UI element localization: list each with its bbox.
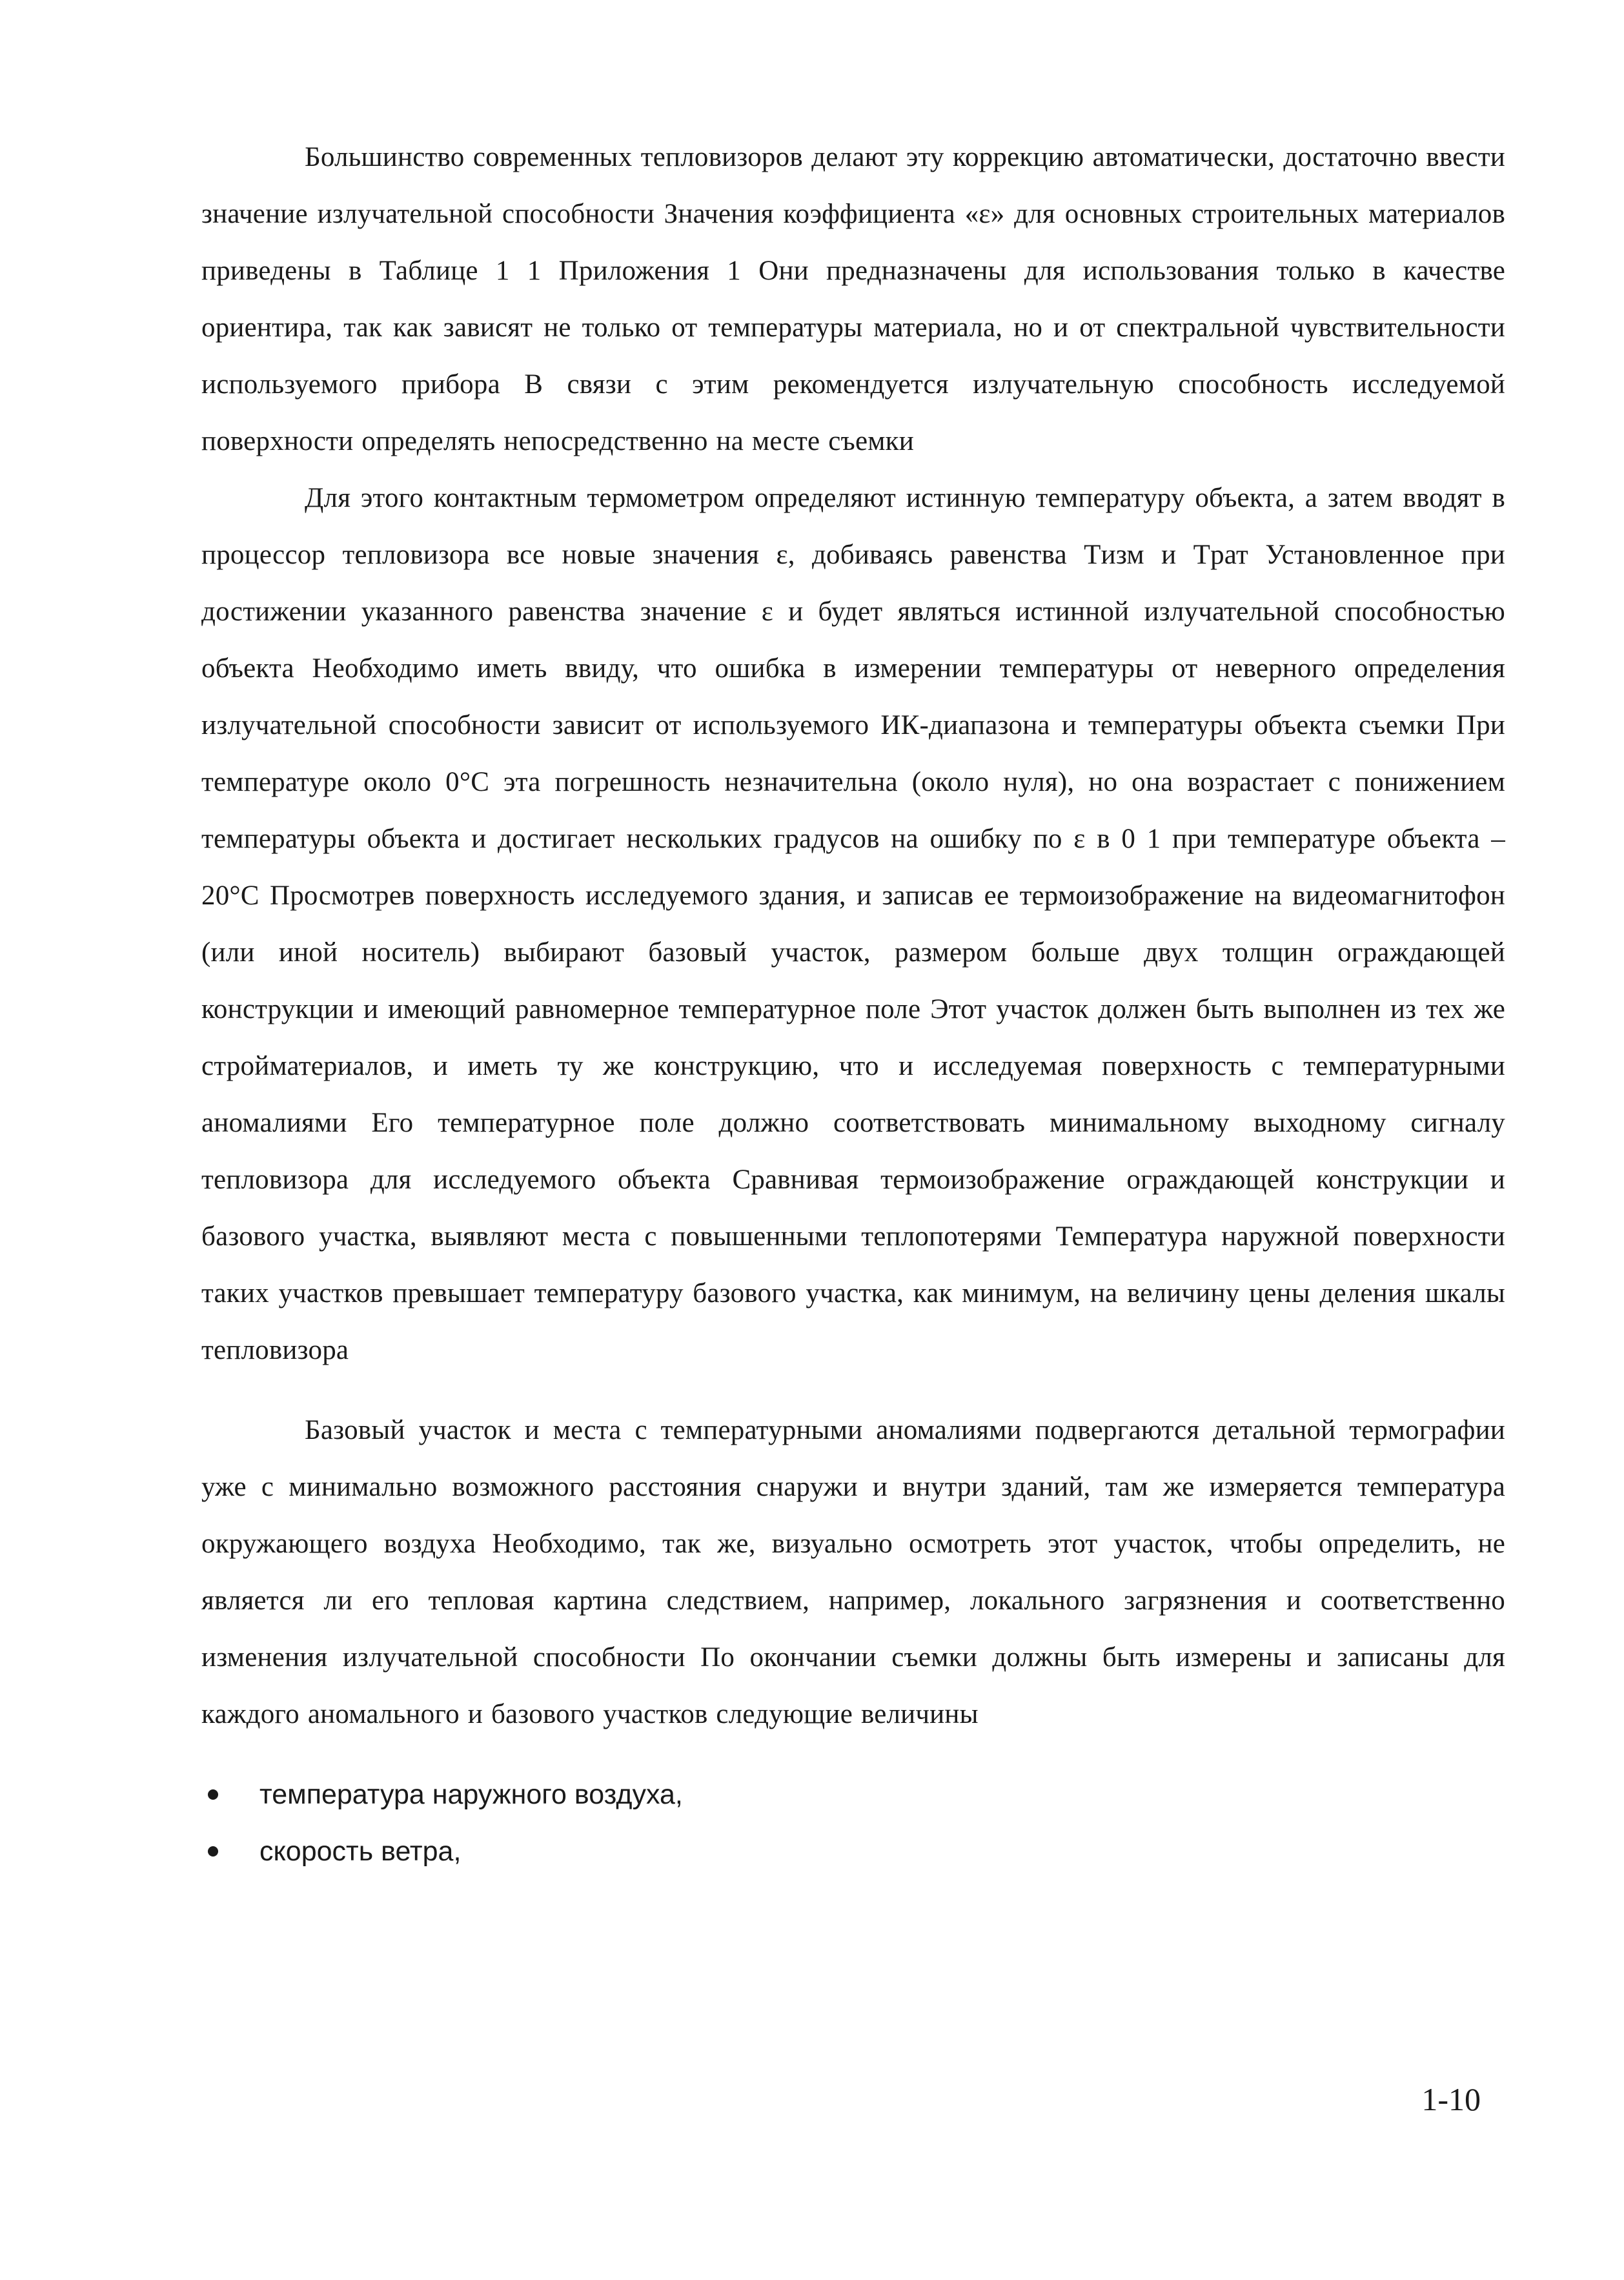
paragraph-detailed-thermography: Базовый участок и места с температурными аномалиями подвергаются детальной термографии уже с минимально возможного расстояния снаружи и внутри зданий, там же измеряется температура окружающего воздуха Необходимо, так же, визуально осмотреть этот участок, чтобы определить, не является ли его тепловая картина следствием, например, локального загрязнения и соответственно изменения излучательной способности По окончании съемки должны быть измерены и записаны для каждого аномального и базового участков следующие величины <box>201 1415 1505 1729</box>
list-item <box>201 1823 1505 1880</box>
list-item-text: скорость ветра, <box>259 1836 462 1867</box>
paragraph-emissivity-correction: Большинство современных тепловизоров делают эту коррекцию автоматически, достаточно ввести значение излучательной способности Значения коэффициента «ε» для основных строительных материалов приведены в Таблице 1 1 Приложения 1 Они предназначены для использования только в качестве ориентира, так как зависят не только от температуры материала, но и от спектральной чувствительности используемого прибора В связи с этим рекомендуется излучательную способность исследуемой поверхности определять непосредственно на месте съемки <box>201 142 1505 456</box>
paragraph-measurement-procedure: Для этого контактным термометром определяют истинную температуру объекта, а затем вводят в процессор тепловизора все новые значения ε, добиваясь равенства Tизм и Tрат Установленное при достижении указанного равенства значение ε и будет являться истинной излучательной способностью объекта Необходимо иметь ввиду, что ошибка в измерении температуры от неверного определения излучательной способности зависит от используемого ИК-диапазона и температуры объекта съемки При температуре около 0°C эта погрешность незначительна (около нуля), но она возрастает с понижением температуры объекта и достигает нескольких градусов на ошибку по ε в 0 1 при температуре объекта –20°C Просмотрев поверхность исследуемого здания, и записав ее термоизображение на видеомагнитофон (или иной носитель) выбирают базовый участок, размером больше двух толщин ограждающей конструкции и имеющий равномерное температурное поле Этот участок должен быть выполнен из тех же стройматериалов, и иметь ту же конструкцию, что и исследуемая поверхность с температурными аномалиями Его температурное поле должно соответствовать минимальному выходному сигналу тепловизора для исследуемого объекта Сравнивая термоизображение ограждающей конструкции и базового участка, выявляют места с повышенными теплопотерями Температура наружной поверхности таких участков превышает температуру базового участка, как минимум, на величину цены деления шкалы тепловизора <box>201 483 1505 1365</box>
page-number: 1-10 <box>1421 2081 1481 2117</box>
bullet-icon <box>208 1846 218 1857</box>
list-item <box>201 1766 1505 1823</box>
document-page <box>201 129 1505 2195</box>
list-item-text: температура наружного воздуха, <box>259 1779 683 1810</box>
bullet-icon <box>208 1789 218 1800</box>
measured-values-list <box>201 1766 1505 1880</box>
